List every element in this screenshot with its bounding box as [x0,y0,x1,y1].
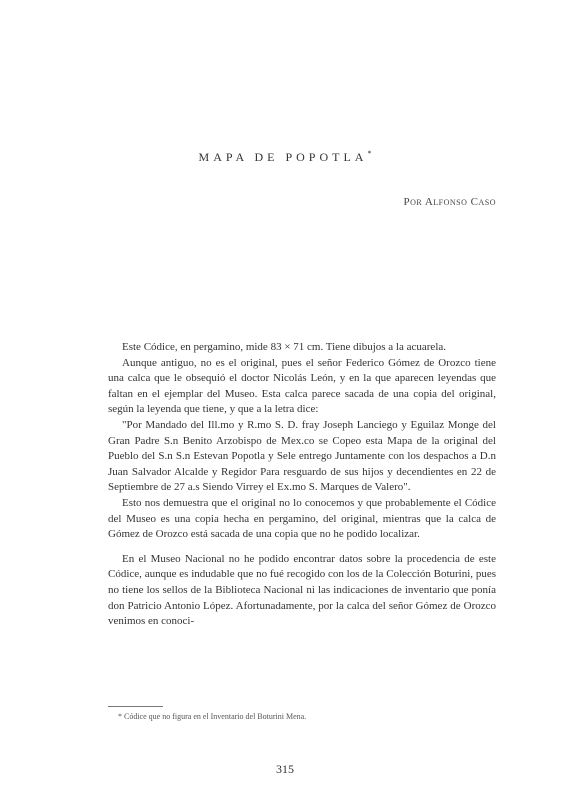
page-title [0,149,570,165]
paragraph: Este Códice, en pergamino, mide 83 × 71 cm. Tiene dibujos a la acuarela. [122,341,447,353]
footnote-divider [108,706,163,707]
author-byline: Por Alfonso Caso [403,196,496,208]
paragraph: En el Museo Nacional no he podido encontrar datos sobre la procedencia de este Códice, aunque es indudable que no fué recogido con los de la Colección Boturini, pues no tiene los sellos de la Biblioteca Nacional ni las indicaciones de inventario que ponía don Patricio Antonio López. Afortunadamente, por la calca del señor Gómez de Orozco venimos en conoci- [108,552,496,628]
footnote-marker: * [367,149,372,158]
page-number: 315 [276,762,294,776]
title-text: MAPA DE POPOTLA [198,150,368,164]
paragraph: Aunque antiguo, no es el original, pues el señor Federico Gómez de Orozco tiene una calca que le obsequió el doctor Nicolás León, y en la que aparecen leyendas que faltan en el ejemplar del Museo. Esta calca parece sacada de una copia del original, según la leyenda que tiene, y que a la letra dice: [108,356,496,416]
footnote: * Códice que no figura en el Inventario del Boturini Mena. [118,712,307,721]
quoted-legend: "Por Mandado del Ill.mo y R.mo S. D. fray Joseph Lanciego y Eguilaz Monge del Gran Padre S.n Benito Arzobispo de Mex.co se Copeo esta Mapa de la original del Pueblo del S.n S.n Estevan Popotla y Sele entrego Juntamente con los despachos a D.n Juan Salvador Alcalde y Regidor Para resguardo de sus hijos y decendientes en 22 de Septiembre de 27 a.s Siendo Virrey el Ex.mo S. Marques de Valero". [108,418,496,494]
paragraph: Esto nos demuestra que el original no lo conocemos y que probablemente el Códice del Museo es una copia hecha en pergamino, del original, mientras que la calca de Gómez de Orozco está sacada de una copia que no he podido localizar. [108,496,496,541]
body-text [108,340,496,630]
